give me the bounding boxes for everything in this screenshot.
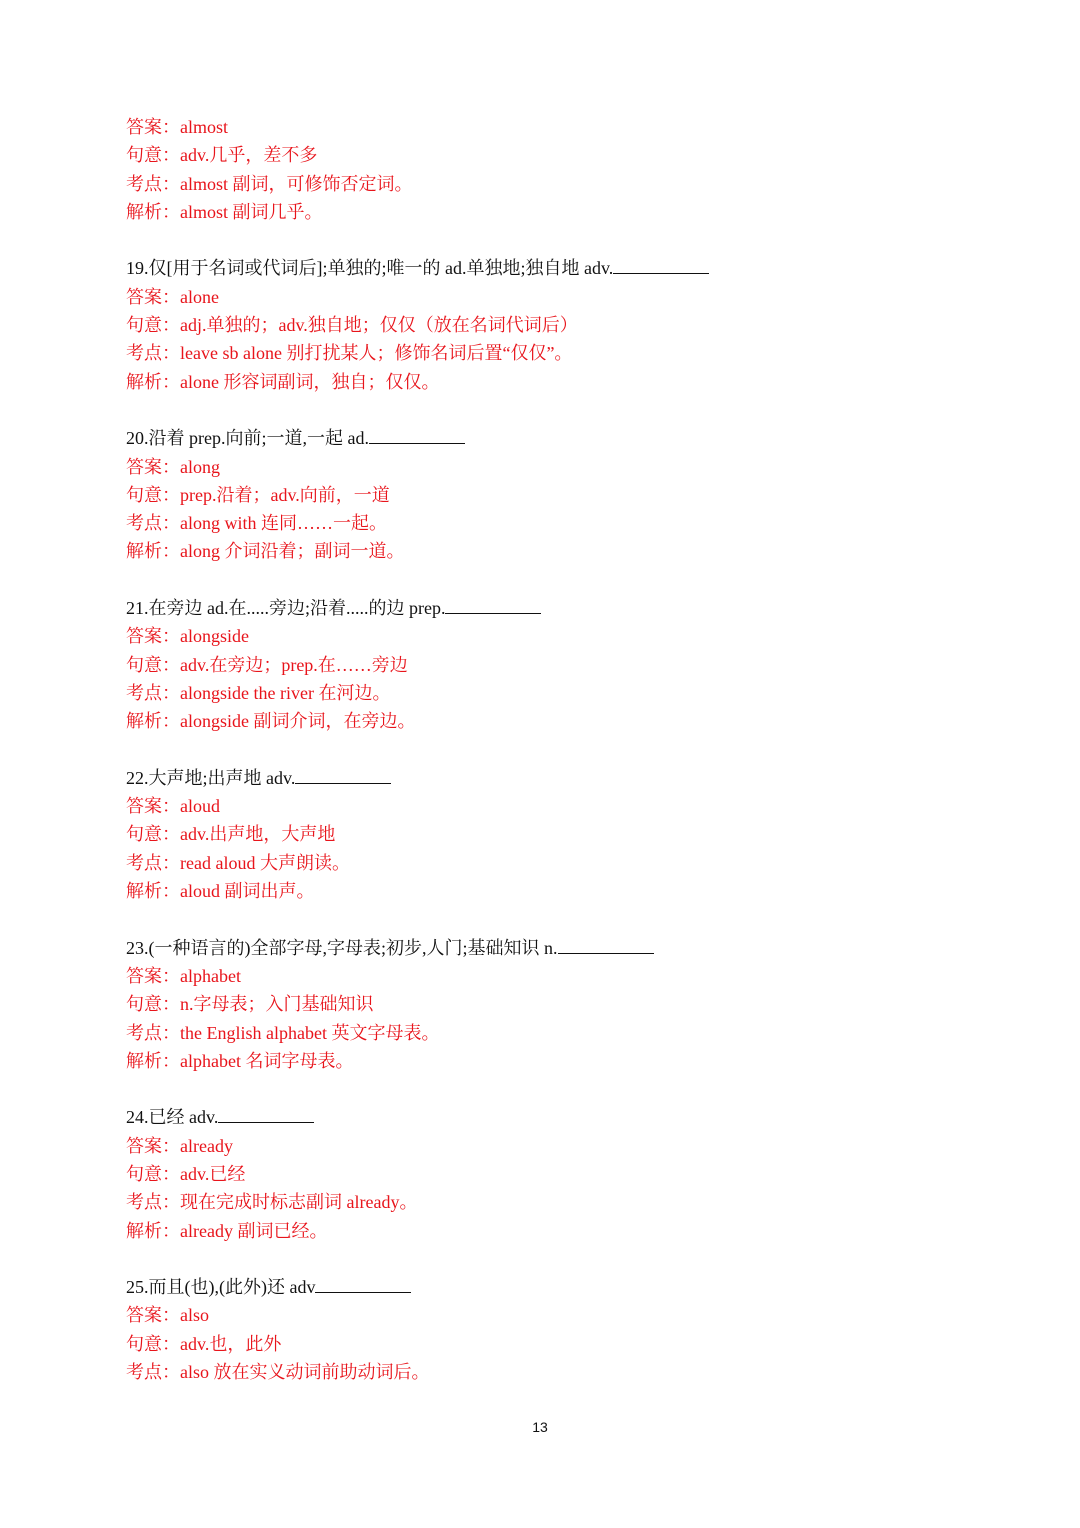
question-line	[126, 1273, 966, 1301]
answer-line: 答案：already	[126, 1135, 233, 1156]
question-text: 24.已经 adv.	[126, 1107, 219, 1128]
point-line: 考点：the English alphabet 英文字母表。	[126, 1022, 440, 1043]
answer-blank	[369, 427, 465, 444]
question-text: 21.在旁边 ad.在.....旁边;沿着.....的边 prep.	[126, 598, 446, 619]
meaning-line: 句意：adv.出声地，大声地	[126, 824, 336, 845]
answer-blank	[558, 937, 654, 954]
entry-22	[126, 764, 966, 905]
analysis-line: 解析：alphabet 名词字母表。	[126, 1050, 354, 1071]
answer-blank	[613, 257, 709, 274]
answer-blank	[218, 1106, 314, 1123]
spacer	[126, 566, 966, 594]
point-line: 考点：现在完成时标志副词 already。	[126, 1192, 418, 1213]
question-line	[126, 424, 966, 452]
spacer	[126, 1245, 966, 1273]
answer-line: 答案：also	[126, 1305, 209, 1326]
spacer	[126, 1075, 966, 1103]
answer-line: 答案：along	[126, 456, 220, 477]
spacer	[126, 226, 966, 254]
answer-blank	[445, 597, 541, 614]
entry-23	[126, 934, 966, 1075]
question-text: 22.大声地;出声地 adv.	[126, 767, 296, 788]
spacer	[126, 905, 966, 933]
meaning-line: 句意：n.字母表；入门基础知识	[126, 994, 374, 1015]
question-line	[126, 594, 966, 622]
point-line: 考点：along with 连同……一起。	[126, 513, 387, 534]
page-content	[126, 113, 966, 1386]
answer-blank	[315, 1276, 411, 1293]
analysis-line: 解析：almost 副词几乎。	[126, 201, 323, 222]
point-line: 考点：alongside the river 在河边。	[126, 682, 391, 703]
page-number: 13	[532, 1419, 548, 1435]
analysis-line: 解析：aloud 副词出声。	[126, 881, 315, 902]
question-text: 25.而且(也),(此外)还 adv	[126, 1277, 316, 1298]
question-text: 19.仅[用于名词或代词后];单独的;唯一的 ad.单独地;独自地 adv.	[126, 258, 614, 279]
meaning-line: 句意：prep.沿着；adv.向前，一道	[126, 484, 390, 505]
question-line	[126, 1103, 966, 1131]
point-line: 考点：read aloud 大声朗读。	[126, 852, 350, 873]
point-line: 考点：almost 副词，可修饰否定词。	[126, 173, 413, 194]
question-line	[126, 254, 966, 282]
analysis-line: 解析：alongside 副词介词，在旁边。	[126, 711, 416, 732]
meaning-line: 句意：adj.单独的；adv.独自地；仅仅（放在名词代词后）	[126, 315, 578, 336]
meaning-line: 句意：adv.在旁边；prep.在……旁边	[126, 654, 408, 675]
question-line	[126, 764, 966, 792]
analysis-line: 解析：along 介词沿着；副词一道。	[126, 541, 405, 562]
answer-blank	[295, 767, 391, 784]
analysis-line: 解析：alone 形容词副词，独自；仅仅。	[126, 371, 440, 392]
answer-line: 答案：almost	[126, 117, 228, 137]
analysis-line: 解析：already 副词已经。	[126, 1220, 328, 1241]
entry-24	[126, 1103, 966, 1244]
point-line: 考点：leave sb alone 别打扰某人；修饰名词后置“仅仅”。	[126, 343, 573, 364]
answer-line: 答案：alongside	[126, 626, 249, 647]
entry-18-tail	[126, 113, 966, 226]
entry-19	[126, 254, 966, 395]
entry-20	[126, 424, 966, 565]
spacer	[126, 396, 966, 424]
answer-line: 答案：alone	[126, 286, 219, 307]
question-text: 23.(一种语言的)全部字母,字母表;初步,人门;基础知识 n.	[126, 937, 558, 958]
entry-21	[126, 594, 966, 735]
meaning-line: 句意：adv.也，此外	[126, 1333, 282, 1354]
point-line: 考点：also 放在实义动词前助动词后。	[126, 1362, 430, 1383]
answer-line: 答案：alphabet	[126, 965, 241, 986]
entry-25	[126, 1273, 966, 1386]
meaning-line: 句意：adv.已经	[126, 1163, 246, 1184]
question-text: 20.沿着 prep.向前;一道,一起 ad.	[126, 428, 369, 449]
answer-line: 答案：aloud	[126, 796, 220, 817]
question-line	[126, 934, 966, 962]
spacer	[126, 736, 966, 764]
meaning-line: 句意：adv.几乎，差不多	[126, 145, 318, 166]
